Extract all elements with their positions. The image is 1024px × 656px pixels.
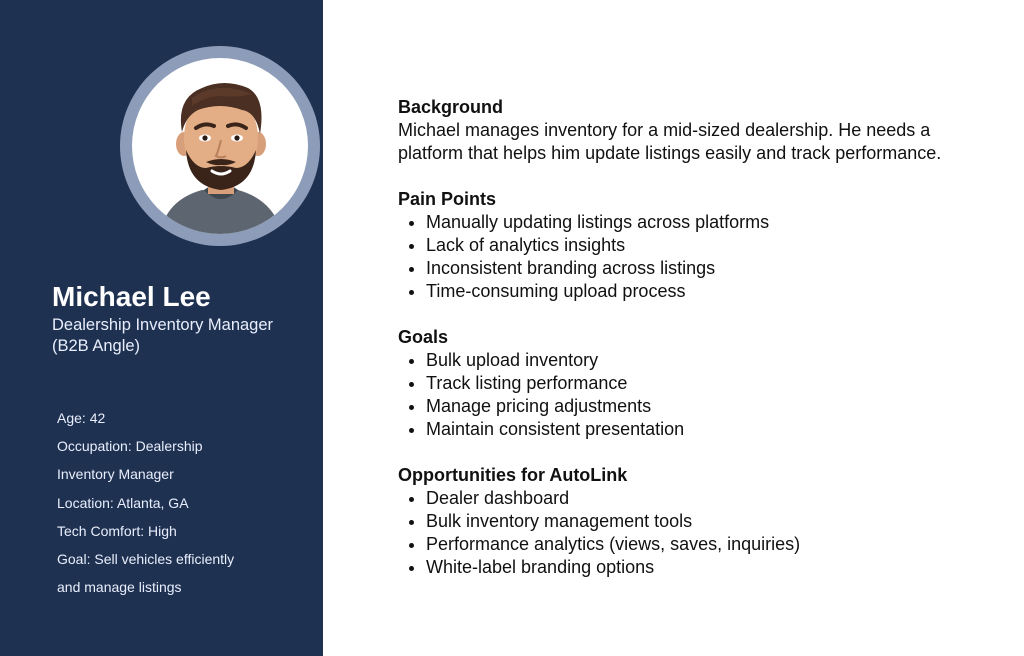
pain-points-section <box>398 188 958 303</box>
persona-content <box>398 96 958 602</box>
pain-points-list <box>398 211 958 303</box>
list-item: • Maintain consistent presentation <box>426 418 958 441</box>
list-item: • Track listing performance <box>426 372 958 395</box>
detail-age: Age: 42 <box>57 410 106 426</box>
avatar-image <box>132 58 308 234</box>
persona-role: Dealership Inventory Manager (B2B Angle) <box>52 316 274 355</box>
avatar <box>120 46 320 246</box>
list-item: • White-label branding options <box>426 556 958 579</box>
list-item: • Lack of analytics insights <box>426 234 958 257</box>
detail-tech-comfort: Tech Comfort: High <box>57 522 177 539</box>
persona-sidebar <box>0 0 323 656</box>
goals-list <box>398 349 958 441</box>
list-item: • Bulk inventory management tools <box>426 510 958 533</box>
list-item: • Inconsistent branding across listings <box>426 257 958 280</box>
list-item: • Dealer dashboard <box>426 487 958 510</box>
list-item: • Manually updating listings across platforms <box>426 211 958 234</box>
goals-heading: Goals <box>398 327 449 347</box>
persona-name: Michael Lee <box>52 281 211 312</box>
detail-occupation: Occupation: Dealership <box>57 438 203 455</box>
opportunities-heading: Opportunities for AutoLink <box>398 465 628 485</box>
list-item: • Performance analytics (views, saves, inquiries) <box>426 533 958 556</box>
opportunities-list <box>398 487 958 579</box>
detail-goal-cont: and manage listings <box>57 579 182 596</box>
persona-details <box>57 404 297 601</box>
detail-occupation-cont: Inventory Manager <box>57 466 174 483</box>
detail-goal: Goal: Sell vehicles efficiently <box>57 551 235 568</box>
goals-section <box>398 326 958 441</box>
cartoon-man-portrait-icon <box>132 58 308 234</box>
list-item: • Time-consuming upload process <box>426 280 958 303</box>
detail-location: Location: Atlanta, GA <box>57 494 189 511</box>
pain-points-heading: Pain Points <box>398 189 497 209</box>
background-text: Michael manages inventory for a mid-sized dealership. He needs a platform that helps him update listings easily and track performance. <box>398 120 942 163</box>
list-item: • Manage pricing adjustments <box>426 395 958 418</box>
list-item: • Bulk upload inventory <box>426 349 958 372</box>
background-section <box>398 96 958 165</box>
opportunities-section <box>398 464 958 579</box>
background-heading: Background <box>398 97 504 117</box>
